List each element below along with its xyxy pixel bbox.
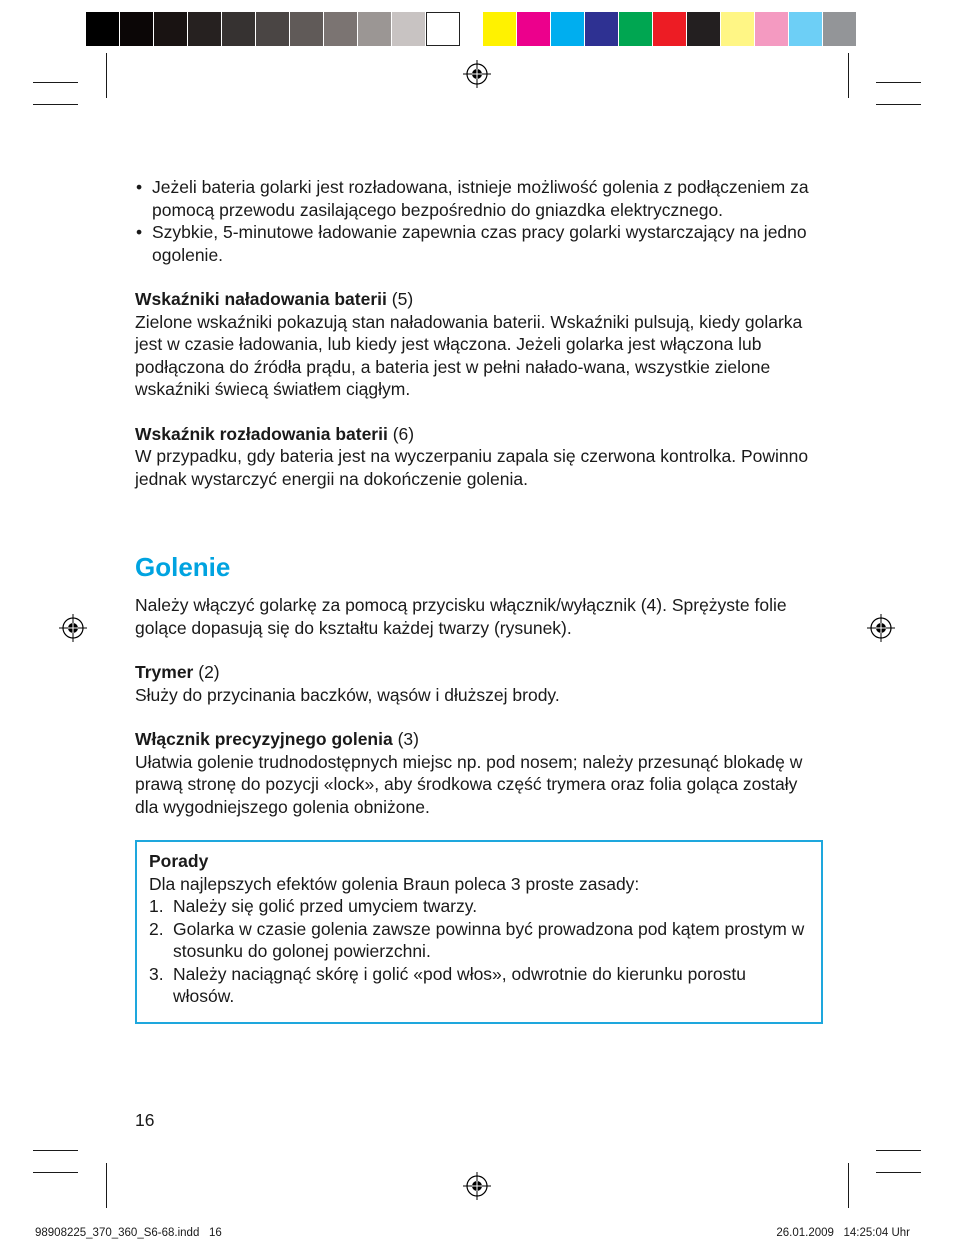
crop-mark: [848, 1163, 849, 1208]
section-title-text: Trymer: [135, 662, 194, 682]
section-title-text: Wskaźniki naładowania baterii: [135, 289, 387, 309]
list-text: Należy naciągnąć skórę i golić «pod włos», odwrotnie do kierunku porostu włosów.: [173, 963, 746, 1006]
section-ref: (6): [392, 423, 415, 444]
color-swatch: [188, 12, 222, 46]
color-swatch: [789, 12, 823, 46]
page-number: 16: [135, 1110, 155, 1130]
section-text: Służy do przycinania baczków, wąsów i dłuższej brody.: [135, 684, 560, 705]
color-swatch: [426, 12, 460, 46]
shaving-heading: Golenie: [135, 552, 231, 582]
section-text: Ułatwia golenie trudnodostępnych miejsc np. pod nosem; należy przesunąć blokadę w prawą stronę do pozycji «lock», aby środkowa część trymera oraz folia goląca zostały dla wygodniejszego golenia obniżone.: [135, 751, 803, 817]
color-swatch: [721, 12, 755, 46]
section-text: Zielone wskaźniki pokazują stan naładowania baterii. Wskaźniki pulsują, kiedy golarka jest w czasie ładowania, lub kiedy jest włączona. Jeżeli golarka jest włączona lub podłączona do źródła prądu, a bateria jest w pełni nałado-wana, wszystkie zielone wskaźniki świecą światłem ciągłym.: [135, 311, 803, 399]
list-number: 3.: [149, 963, 164, 984]
section-title-text: Wskaźnik rozładowania baterii: [135, 423, 388, 444]
list-item: • Jeżeli bateria golarki jest rozładowana, istnieje możliwość golenia z podłączeniem za pomocą przewodu zasilającego bezpośrednio do gniazdka elektrycznego.: [135, 176, 825, 221]
tips-intro: Dla najlepszych efektów golenia Braun poleca 3 proste zasady:: [149, 873, 640, 894]
color-swatch: [256, 12, 290, 46]
crop-mark: [848, 53, 849, 98]
color-swatch: [86, 12, 120, 46]
shaving-intro: Należy włączyć golarkę za pomocą przycisku włącznik/wyłącznik (4). Sprężyste folie golące dopasują się do kształtu każdej twarzy (rysunek).: [135, 595, 787, 638]
list-text: Należy się golić przed umyciem twarzy.: [173, 896, 478, 916]
page-content: [135, 176, 825, 1024]
crop-mark: [876, 1172, 921, 1173]
list-item: • Szybkie, 5-minutowe ładowanie zapewnia czas pracy golarki wystarczający na jedno ogolenie.: [135, 221, 825, 266]
color-swatch: [823, 12, 857, 46]
crop-mark: [106, 53, 107, 98]
color-swatch: [324, 12, 358, 46]
crop-mark: [876, 1150, 921, 1151]
list-text: Golarka w czasie golenia zawsze powinna być prowadzona pod kątem prostym w stosunku do golonej powierzchni.: [173, 918, 805, 961]
section-text: W przypadku, gdy bateria jest na wyczerpaniu zapala się czerwona kontrolka. Powinno jednak wystarczyć energii na dokończenie golenia.: [135, 446, 809, 489]
crop-mark: [33, 82, 78, 83]
section-title-text: Włącznik precyzyjnego golenia: [135, 729, 393, 749]
registration-target-icon: [59, 614, 87, 642]
color-swatch: [154, 12, 188, 46]
tips-box: [135, 840, 823, 1024]
trimmer-section: [135, 661, 825, 706]
color-swatch: [653, 12, 687, 46]
color-swatch: [290, 12, 324, 46]
list-number: 1.: [149, 896, 164, 916]
grayscale-color-bar: [86, 12, 460, 46]
color-swatch: [687, 12, 721, 46]
color-swatch: [755, 12, 789, 46]
section-ref: (5): [391, 289, 414, 309]
color-swatch: [483, 12, 517, 46]
charge-indicator-section: [135, 288, 825, 401]
color-swatch: [222, 12, 256, 46]
color-swatch: [517, 12, 551, 46]
section-title: [135, 728, 825, 751]
color-swatch: [392, 12, 426, 46]
color-swatch: [358, 12, 392, 46]
crop-mark: [106, 1163, 107, 1208]
crop-mark: [876, 104, 921, 105]
list-item: [149, 963, 809, 1008]
bullet-list: [135, 176, 825, 266]
section-ref: (3): [397, 729, 419, 749]
color-swatch: [585, 12, 619, 46]
footer-file-info: 98908225_370_360_S6-68.indd 16: [35, 1227, 222, 1239]
footer-timestamp: 26.01.2009 14:25:04 Uhr: [776, 1227, 910, 1239]
crop-mark: [876, 82, 921, 83]
registration-target-icon: [867, 614, 895, 642]
precision-section: [135, 728, 825, 818]
list-number: 2.: [149, 918, 164, 939]
low-battery-section: [135, 423, 825, 491]
section-title: [135, 288, 825, 311]
color-swatch: [619, 12, 653, 46]
crop-mark: [33, 1150, 78, 1151]
section-title: [135, 661, 825, 684]
list-item: [149, 895, 809, 918]
color-swatch: [551, 12, 585, 46]
section-title: [135, 423, 825, 446]
list-item: [149, 918, 809, 963]
crop-mark: [33, 1172, 78, 1173]
tips-title: Porady: [149, 851, 209, 871]
process-color-bar: [483, 12, 857, 46]
color-swatch: [120, 12, 154, 46]
registration-target-icon: [463, 60, 491, 88]
registration-target-icon: [463, 1172, 491, 1200]
tips-list: [149, 895, 809, 1008]
section-ref: (2): [198, 662, 220, 682]
crop-mark: [33, 104, 78, 105]
